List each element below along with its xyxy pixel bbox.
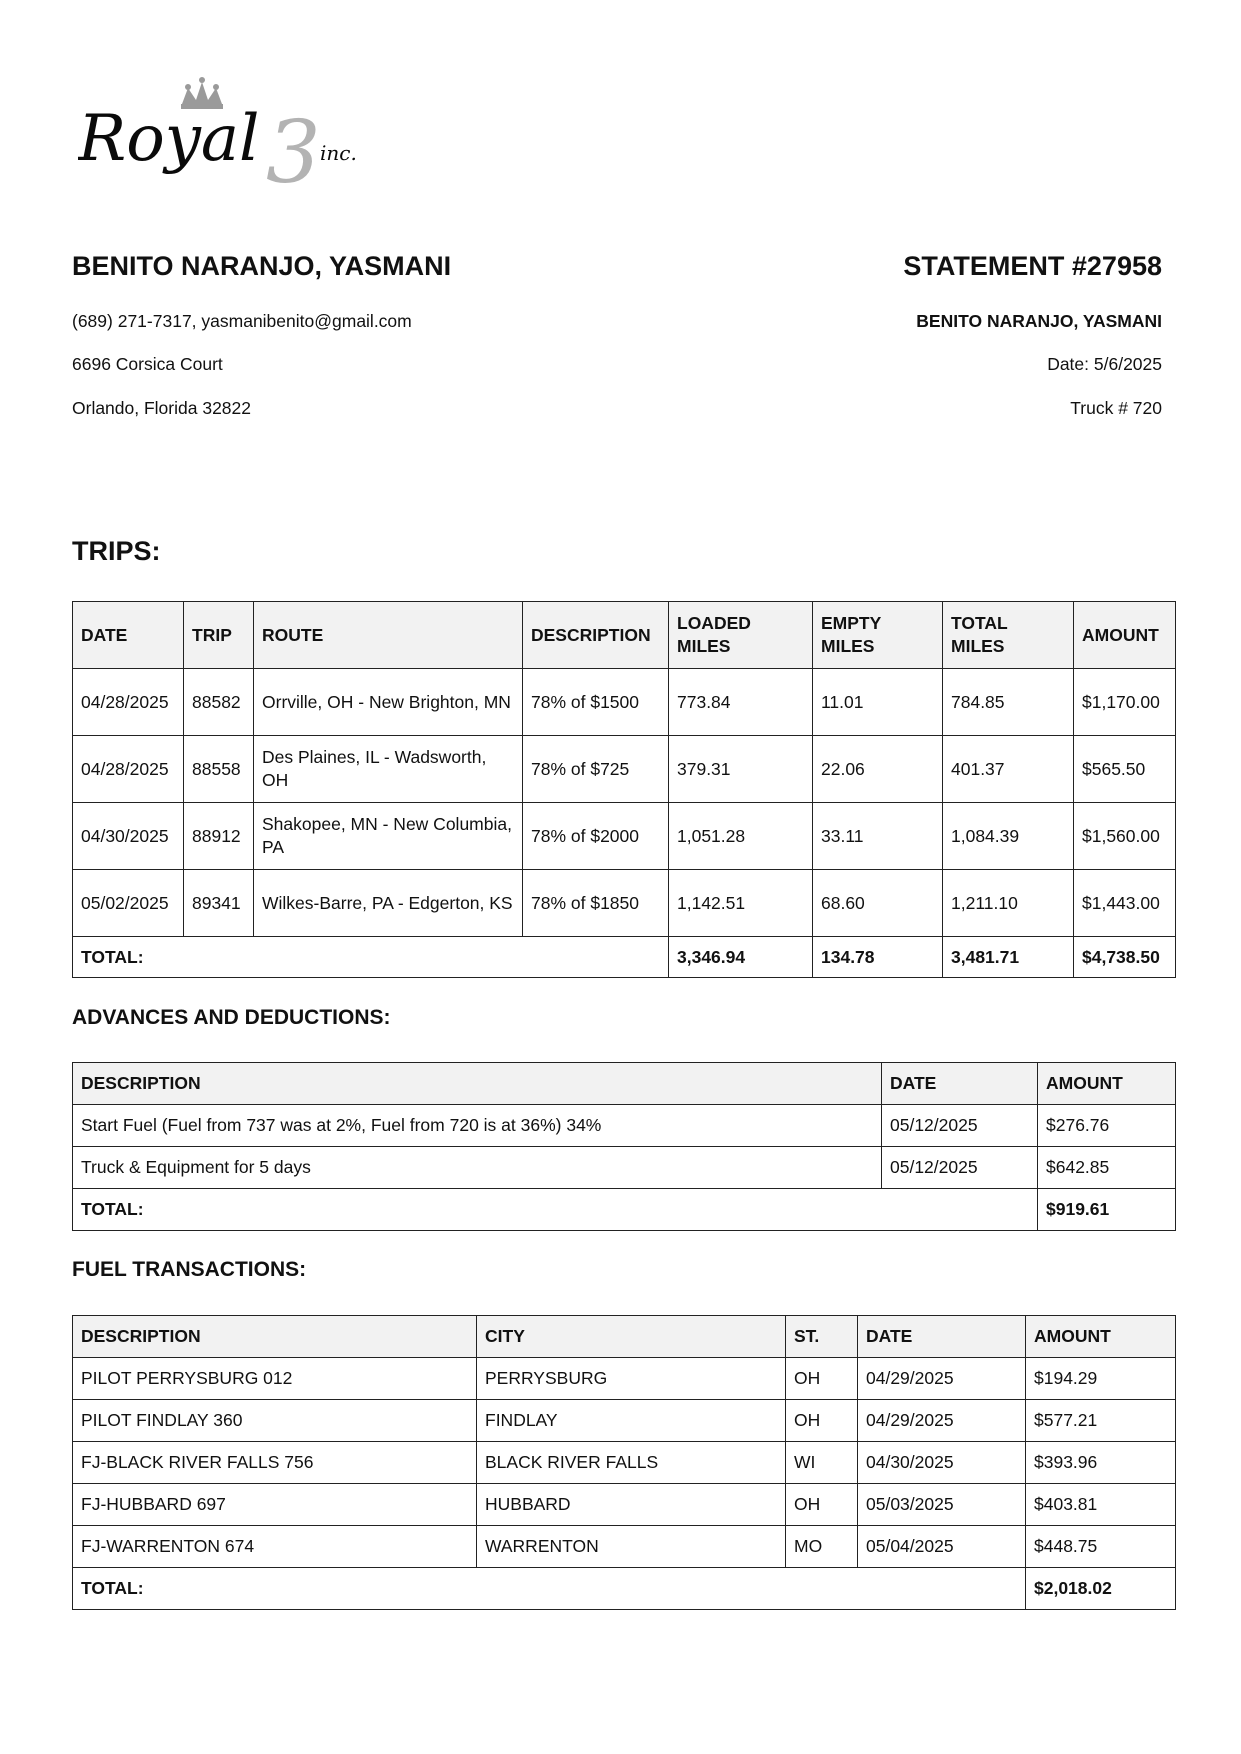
trip-date: 04/28/2025 (73, 669, 184, 736)
fuel-description: FJ-HUBBARD 697 (73, 1484, 477, 1526)
trip-loaded-miles: 379.31 (669, 736, 813, 803)
advances-total-row (73, 1189, 1176, 1231)
trip-description: 78% of $1500 (523, 669, 669, 736)
fuel-amount: $448.75 (1026, 1526, 1176, 1568)
trip-date: 04/28/2025 (73, 736, 184, 803)
trip-total-miles: 1,084.39 (943, 803, 1074, 870)
column-header: DESCRIPTION (73, 1063, 882, 1105)
fuel-amount: $577.21 (1026, 1400, 1176, 1442)
trip-empty-miles: 11.01 (813, 669, 943, 736)
table-header-row (73, 1316, 1176, 1358)
column-header: AMOUNT (1074, 602, 1176, 669)
table-row (73, 803, 1176, 870)
trips-table (72, 601, 1176, 978)
crown-logo-icon (78, 70, 398, 190)
table-row (73, 1484, 1176, 1526)
fuel-state: MO (786, 1526, 858, 1568)
advance-amount: $642.85 (1038, 1147, 1176, 1189)
trip-total-miles: 1,211.10 (943, 870, 1074, 937)
driver-info (72, 250, 452, 418)
fuel-date: 05/03/2025 (858, 1484, 1026, 1526)
trip-empty-miles: 22.06 (813, 736, 943, 803)
fuel-description: PILOT PERRYSBURG 012 (73, 1358, 477, 1400)
trip-empty-miles: 68.60 (813, 870, 943, 937)
trip-route: Orrville, OH - New Brighton, MN (254, 669, 523, 736)
fuel-date: 04/29/2025 (858, 1400, 1026, 1442)
advance-date: 05/12/2025 (882, 1147, 1038, 1189)
trip-route: Wilkes-Barre, PA - Edgerton, KS (254, 870, 523, 937)
trip-number: 89341 (184, 870, 254, 937)
advances-section-title: ADVANCES AND DEDUCTIONS: (72, 1006, 391, 1029)
advance-amount: $276.76 (1038, 1105, 1176, 1147)
statement-driver-name: BENITO NARANJO, YASMANI (916, 311, 1162, 331)
table-row (73, 736, 1176, 803)
table-row (73, 669, 1176, 736)
trip-number: 88558 (184, 736, 254, 803)
driver-address-street: 6696 Corsica Court (72, 354, 223, 374)
fuel-city: HUBBARD (477, 1484, 786, 1526)
column-header: DESCRIPTION (523, 602, 669, 669)
trip-loaded-miles: 773.84 (669, 669, 813, 736)
column-header: AMOUNT (1038, 1063, 1176, 1105)
advance-description: Truck & Equipment for 5 days (73, 1147, 882, 1189)
driver-contact: (689) 271-7317, yasmanibenito@gmail.com (72, 311, 412, 331)
fuel-city: BLACK RIVER FALLS (477, 1442, 786, 1484)
trips-section-title: TRIPS: (72, 536, 161, 566)
trip-description: 78% of $1850 (523, 870, 669, 937)
fuel-state: OH (786, 1358, 858, 1400)
column-header: DESCRIPTION (73, 1316, 477, 1358)
trip-number: 88582 (184, 669, 254, 736)
table-header-row (73, 1063, 1176, 1105)
trips-total-row (73, 937, 1176, 978)
fuel-state: WI (786, 1442, 858, 1484)
column-header: AMOUNT (1026, 1316, 1176, 1358)
column-header: EMPTY MILES (813, 602, 943, 669)
trip-total-miles: 401.37 (943, 736, 1074, 803)
total-label: TOTAL: (73, 1189, 1038, 1231)
column-header: ROUTE (254, 602, 523, 669)
fuel-city: PERRYSBURG (477, 1358, 786, 1400)
fuel-state: OH (786, 1400, 858, 1442)
table-row (73, 1526, 1176, 1568)
company-logo (78, 70, 398, 190)
trip-date: 05/02/2025 (73, 870, 184, 937)
statement-info (903, 250, 1162, 418)
trip-amount: $1,443.00 (1074, 870, 1176, 937)
trip-empty-miles: 33.11 (813, 803, 943, 870)
column-header: LOADED MILES (669, 602, 813, 669)
trip-amount: $1,170.00 (1074, 669, 1176, 736)
logo-number: 3 (266, 103, 321, 190)
column-header: TRIP (184, 602, 254, 669)
column-header: DATE (882, 1063, 1038, 1105)
fuel-amount: $393.96 (1026, 1442, 1176, 1484)
fuel-date: 04/29/2025 (858, 1358, 1026, 1400)
trip-route: Des Plaines, IL - Wadsworth, OH (254, 736, 523, 803)
trip-date: 04/30/2025 (73, 803, 184, 870)
fuel-state: OH (786, 1484, 858, 1526)
column-header: DATE (858, 1316, 1026, 1358)
fuel-total-row (73, 1568, 1176, 1610)
fuel-description: FJ-BLACK RIVER FALLS 756 (73, 1442, 477, 1484)
table-row (73, 1105, 1176, 1147)
fuel-amount: $194.29 (1026, 1358, 1176, 1400)
trip-description: 78% of $725 (523, 736, 669, 803)
fuel-date: 04/30/2025 (858, 1442, 1026, 1484)
driver-address-city: Orlando, Florida 32822 (72, 398, 251, 418)
table-row (73, 1358, 1176, 1400)
total-amount: $919.61 (1038, 1189, 1176, 1231)
advance-description: Start Fuel (Fuel from 737 was at 2%, Fuel from 720 is at 36%) 34% (73, 1105, 882, 1147)
table-row (73, 1400, 1176, 1442)
total-amount: $2,018.02 (1026, 1568, 1176, 1610)
fuel-city: FINDLAY (477, 1400, 786, 1442)
logo-suffix: inc. (320, 141, 357, 165)
fuel-date: 05/04/2025 (858, 1526, 1026, 1568)
table-row (73, 870, 1176, 937)
fuel-table (72, 1315, 1176, 1610)
table-header-row (73, 602, 1176, 669)
column-header: DATE (73, 602, 184, 669)
trip-loaded-miles: 1,142.51 (669, 870, 813, 937)
fuel-section-title: FUEL TRANSACTIONS: (72, 1258, 307, 1281)
trip-total-miles: 784.85 (943, 669, 1074, 736)
column-header: ST. (786, 1316, 858, 1358)
advances-table (72, 1062, 1176, 1231)
total-loaded-miles: 3,346.94 (669, 937, 813, 978)
fuel-city: WARRENTON (477, 1526, 786, 1568)
statement-title: STATEMENT #27958 (903, 251, 1162, 281)
trip-route: Shakopee, MN - New Columbia, PA (254, 803, 523, 870)
logo-wordmark: Royal (78, 102, 260, 176)
total-miles: 3,481.71 (943, 937, 1074, 978)
total-empty-miles: 134.78 (813, 937, 943, 978)
statement-truck: Truck # 720 (1070, 398, 1162, 418)
total-label: TOTAL: (73, 1568, 1026, 1610)
table-row (73, 1147, 1176, 1189)
trip-amount: $1,560.00 (1074, 803, 1176, 870)
total-amount: $4,738.50 (1074, 937, 1176, 978)
fuel-description: FJ-WARRENTON 674 (73, 1526, 477, 1568)
total-label: TOTAL: (73, 937, 669, 978)
driver-name: BENITO NARANJO, YASMANI (72, 251, 452, 281)
fuel-amount: $403.81 (1026, 1484, 1176, 1526)
trip-number: 88912 (184, 803, 254, 870)
table-row (73, 1442, 1176, 1484)
column-header: CITY (477, 1316, 786, 1358)
fuel-description: PILOT FINDLAY 360 (73, 1400, 477, 1442)
advance-date: 05/12/2025 (882, 1105, 1038, 1147)
trip-loaded-miles: 1,051.28 (669, 803, 813, 870)
trip-description: 78% of $2000 (523, 803, 669, 870)
statement-date: Date: 5/6/2025 (1047, 354, 1162, 374)
column-header: TOTAL MILES (943, 602, 1074, 669)
trip-amount: $565.50 (1074, 736, 1176, 803)
